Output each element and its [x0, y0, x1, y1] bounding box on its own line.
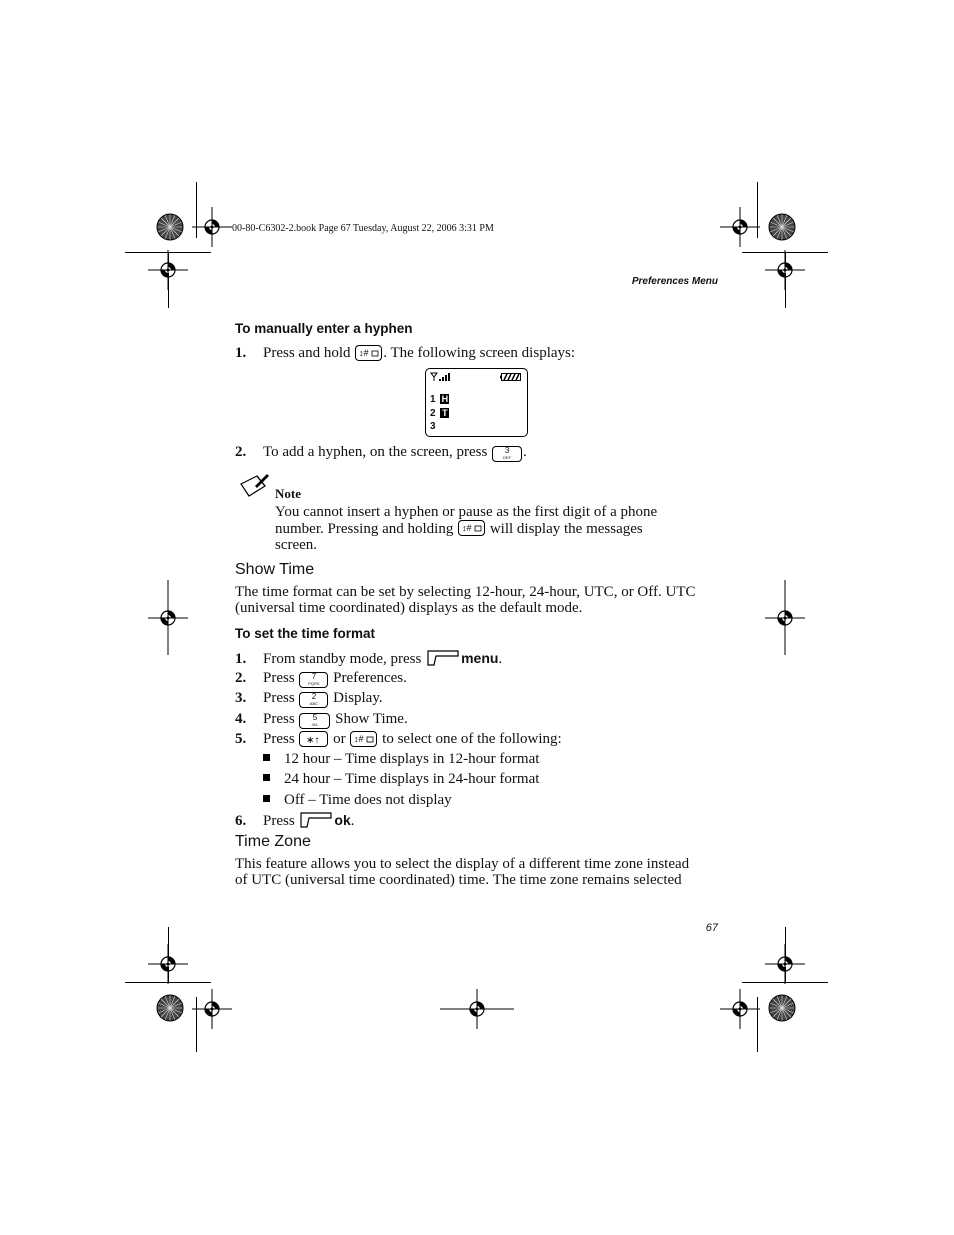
step-item	[235, 344, 575, 362]
svg-text:∗↑: ∗↑	[306, 735, 320, 746]
phone-screen-illustration	[425, 368, 528, 437]
step-text: Press and hold	[263, 345, 351, 361]
bullet-icon	[263, 774, 270, 781]
step-item: 3. Press 2 ABC Display.	[235, 690, 383, 706]
step-number: 1.	[235, 345, 247, 361]
keypad-key-icon: 3 DEF	[492, 446, 522, 462]
keypad-key-icon: 2 ABC	[299, 692, 328, 708]
step-text: . The following screen displays:	[383, 345, 576, 361]
target-icon	[157, 995, 183, 1021]
svg-text:↕#: ↕#	[359, 348, 369, 358]
list-item: 24 hour – Time displays in 24-hour format	[263, 770, 539, 788]
step-item: 2. Press 7 PQRS Preferences.	[235, 670, 407, 686]
keypad-key-icon: 7 PQRS	[299, 672, 328, 688]
section-heading: To manually enter a hyphen	[235, 321, 413, 336]
step-item	[235, 443, 527, 462]
battery-icon	[500, 373, 522, 382]
step-text: To add a hyphen, on the screen, press	[263, 444, 488, 460]
signal-icon	[430, 372, 454, 382]
print-info-line: 00-80-C6302-2.book Page 67 Tuesday, August 22, 2006 3:31 PM	[232, 223, 494, 234]
registration-icon	[457, 989, 497, 1029]
page-number: 67	[705, 922, 718, 934]
pound-key-icon	[350, 731, 377, 747]
step-text: .	[523, 444, 527, 460]
running-header: Preferences Menu	[631, 276, 718, 287]
bullet-icon	[263, 754, 270, 761]
keypad-key-icon: 5 JKL	[299, 713, 330, 729]
registration-icon	[720, 989, 760, 1029]
screen-line-number: 2	[430, 407, 436, 419]
paragraph: This feature allows you to select the display of a different time zone instead of UTC (universal time coordinated) time. The time zone remains selected	[235, 856, 690, 888]
sub-heading: To set the time format	[235, 626, 376, 641]
screen-line-badge: H	[441, 394, 449, 404]
screen-line-number: 3	[430, 421, 436, 432]
registration-icon	[765, 598, 805, 638]
svg-text:↕#: ↕#	[354, 734, 364, 744]
target-icon	[157, 214, 183, 240]
registration-icon	[148, 944, 188, 984]
registration-icon	[765, 944, 805, 984]
note-label: Note	[275, 486, 301, 501]
section-heading: Show Time	[235, 561, 315, 578]
step-item: 5. Press ∗↑ or ↕# to select one of the following:	[235, 731, 562, 747]
screen-line-badge: T	[442, 407, 448, 418]
pound-key-icon	[458, 520, 485, 536]
registration-icon	[148, 598, 188, 638]
step-item: 6. Press ok.	[235, 812, 355, 829]
screen-line-number: 1	[430, 394, 436, 405]
list-item: Off – Time does not display	[263, 791, 452, 809]
step-item: 4. Press 5 JKL Show Time.	[235, 711, 408, 727]
note-icon	[239, 474, 271, 502]
list-item: 12 hour – Time displays in 12-hour format	[263, 750, 539, 768]
step-number: 2.	[235, 444, 247, 460]
svg-text:↕#: ↕#	[462, 523, 472, 533]
target-icon	[769, 995, 795, 1021]
softkey-icon	[427, 650, 459, 666]
section-heading: Time Zone	[235, 833, 311, 850]
registration-icon	[148, 250, 188, 290]
paragraph: The time format can be set by selecting 12-hour, 24-hour, UTC, or Off. UTC (universal time coordinated) displays as the default mode.	[235, 584, 696, 616]
registration-icon	[192, 989, 232, 1029]
target-icon	[769, 214, 795, 240]
bullet-icon	[263, 795, 270, 802]
pound-key-icon	[355, 345, 382, 361]
registration-icon	[765, 250, 805, 290]
star-key-icon	[299, 731, 328, 747]
note-text: You cannot insert a hyphen or pause as the first digit of a phone number. Pressing and holding ↕# will display the messages screen.	[275, 504, 658, 553]
registration-icon	[720, 207, 760, 247]
softkey-icon	[300, 812, 332, 828]
step-item: 1. From standby mode, press menu.	[235, 650, 503, 667]
registration-icon	[192, 207, 232, 247]
